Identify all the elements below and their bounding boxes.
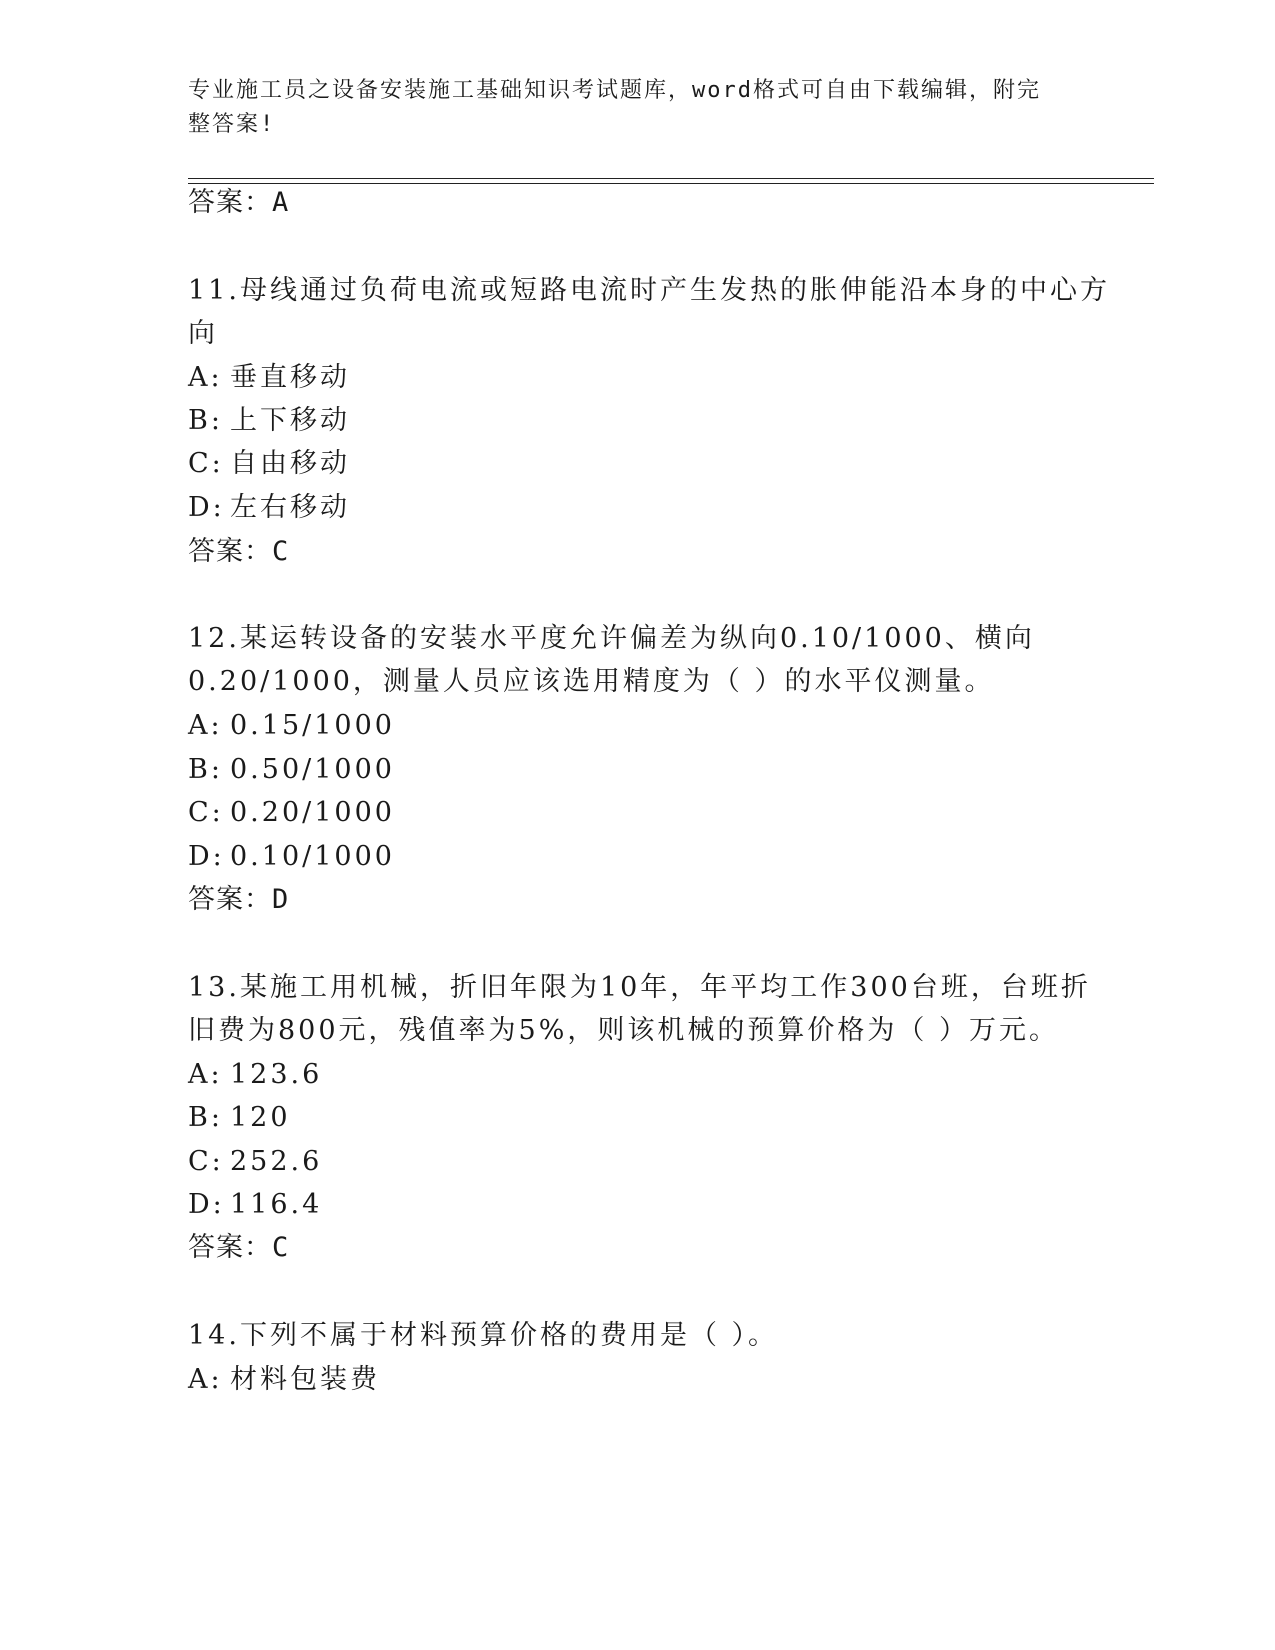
question-11-option-b	[188, 403, 350, 439]
option-label: B:	[188, 405, 223, 436]
option-text: 0.20/1000	[230, 797, 395, 828]
question-13-option-c	[188, 1144, 322, 1180]
option-text: 垂直移动	[230, 362, 350, 393]
option-label: A:	[188, 710, 223, 741]
question-12-text-line-1: 12.某运转设备的安装水平度允许偏差为纵向0.10/1000、横向	[188, 623, 1035, 654]
option-text: 0.10/1000	[230, 841, 395, 872]
option-text: 116.4	[230, 1189, 323, 1220]
question-12-option-d	[188, 839, 395, 875]
option-text: 0.15/1000	[230, 710, 395, 741]
option-text: 123.6	[230, 1059, 323, 1090]
question-12-answer: 答案：D	[188, 884, 290, 915]
header-line-1: 专业施工员之设备安装施工基础知识考试题库，word格式可自由下载编辑，附完	[188, 78, 1041, 103]
option-text: 252.6	[230, 1146, 323, 1177]
option-text: 上下移动	[230, 405, 350, 436]
question-13-option-b	[188, 1100, 291, 1136]
header-divider-bottom	[188, 183, 1154, 184]
question-11-text-line-2: 向	[188, 318, 218, 349]
question-11-option-d	[188, 490, 350, 526]
question-13-answer: 答案：C	[188, 1232, 290, 1263]
option-label: C:	[188, 448, 224, 479]
option-text: 自由移动	[230, 448, 350, 479]
question-11-answer: 答案：C	[188, 536, 290, 567]
question-13-text-line-2: 旧费为800元，残值率为5%，则该机械的预算价格为（ ）万元。	[188, 1015, 1059, 1046]
option-text: 0.50/1000	[230, 754, 395, 785]
option-label: C:	[188, 1146, 224, 1177]
option-label: D:	[188, 841, 225, 872]
option-label: A:	[188, 362, 223, 393]
option-label: A:	[188, 1364, 223, 1395]
question-14-option-a	[188, 1362, 380, 1398]
option-label: D:	[188, 1189, 225, 1220]
question-12-option-a	[188, 708, 395, 744]
question-11-option-c	[188, 446, 350, 482]
question-12-text-line-2: 0.20/1000，测量人员应该选用精度为（ ）的水平仪测量。	[188, 666, 995, 697]
question-14-text-line-1: 14.下列不属于材料预算价格的费用是（ ）。	[188, 1320, 779, 1351]
question-13-option-a	[188, 1057, 322, 1093]
question-13-text-line-1: 13.某施工用机械，折旧年限为10年，年平均工作300台班，台班折	[188, 972, 1091, 1003]
question-13-option-d	[188, 1187, 322, 1223]
question-12-option-c	[188, 795, 395, 831]
option-label: B:	[188, 754, 223, 785]
option-text: 120	[230, 1102, 291, 1133]
option-label: C:	[188, 797, 224, 828]
header-divider-top	[188, 178, 1154, 179]
option-label: A:	[188, 1059, 223, 1090]
option-label: D:	[188, 492, 225, 523]
question-11-text-line-1: 11.母线通过负荷电流或短路电流时产生发热的胀伸能沿本身的中心方	[188, 275, 1110, 306]
question-12-option-b	[188, 752, 395, 788]
answer-previous: 答案：A	[188, 187, 290, 218]
option-label: B:	[188, 1102, 223, 1133]
header-line-2: 整答案!	[188, 112, 276, 137]
question-11-option-a	[188, 360, 350, 396]
option-text: 材料包装费	[230, 1364, 380, 1395]
option-text: 左右移动	[230, 492, 350, 523]
document-header	[188, 74, 1068, 142]
